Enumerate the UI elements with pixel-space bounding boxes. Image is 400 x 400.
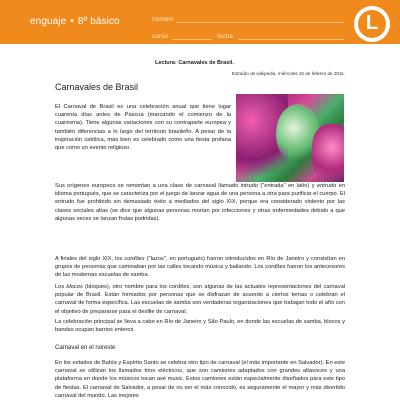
emphasized-term: cordões: [265, 264, 286, 271]
name-field-line[interactable]: [176, 22, 344, 23]
logo-letter: L: [365, 12, 379, 34]
section-subheading: Carnaval en el noreste: [55, 345, 116, 351]
grade-label: 8º básico: [77, 16, 120, 27]
photo-shape-3: [312, 124, 344, 182]
paragraph-1: El Carnaval de Brasil es una celebración anual que tiene lugar cuarenta días antes de Pascua (marcando el comienzo de la cuaresma). Tiene algunas variaciones con su contraparte europea y también diferencias a lo largo del territorio brasileño. A pesar de la inspiración católica, más bien es celebrado como una fiesta profana que como un evento religioso.: [55, 104, 231, 152]
name-field-label: nombre: [152, 16, 175, 23]
course-field-line[interactable]: [172, 39, 212, 40]
emphasized-term: blocos: [66, 284, 83, 290]
text-run: A finales del siglo XIX, los: [55, 256, 125, 262]
date-field-line[interactable]: [238, 39, 344, 40]
text-run: fueron los antecesores de las modernas escuelas de samba.: [55, 264, 346, 279]
text-run: Los: [55, 284, 67, 290]
reading-label: Lectura: Carnavales de Brasil.: [155, 60, 234, 66]
emphasized-term: cordões: [124, 256, 145, 262]
subject-logo: [352, 4, 392, 44]
paragraph-2: [55, 182, 345, 223]
text-run: (bloques), otro nombre para los cordões, son algunas de las actuales representaciones del carnaval popular de Brasil. Están formados por personas que se disfrazan de acuerdo a ciertos temas o celebran el carnaval de forma específica. Las escuelas de samba son verdaderas organizaciones que trabajan todo el año con el objetivo de prepararse para el desfile de carnaval.: [55, 284, 345, 315]
emphasized-term: intrudo: [240, 183, 258, 189]
paragraph-3: [55, 255, 345, 280]
subject-title: [30, 16, 120, 27]
paragraph-6: En los estados de Bahía y Espírito Santo se celebra otro tipo de carnaval (el más importante en Salvador). En este carnaval se utilizan los llamados trios eléctricos, que son camiones adaptados con grandes altavoces y una plataforma en donde los músicos tocan axé music. Estos camiones están especialmente diseñados para este tipo de fiestas. El carnaval de Salvador, a pesar de no ser el más conocido, es seguramente el mayor y más divertido carnaval del mundo. Las mejores: [55, 360, 345, 399]
date-field-label: fecha: [217, 33, 233, 40]
paragraph-5: La celebración principal se lleva a cabo en Río de Janeiro y São Paulo, en donde las escuelas de samba, blocos y bandas ocupan barrios enteros.: [55, 319, 345, 334]
text-run: ("entrada" en latín) y: [258, 183, 317, 189]
paragraph-4: [55, 283, 345, 316]
text-run: Sus orígenes europeos se remontan a una clase de carnaval llamado: [55, 183, 241, 189]
carnival-photo: [236, 94, 344, 182]
text-run: en idioma portugués, que se caracteriza por el juego de lanzar agua de una persona a otra para purificar el cuerpo. El entrudo fue prohibido sin demasiado éxito a mediados del siglo XIX, porque era considerado violento por las clases sociales altas (se dice que algunas personas morían por infecciones y otras enfermedades debido a que algunas veces se lanzan frutas podridas).: [55, 183, 345, 222]
header-separator: •: [70, 16, 74, 27]
emphasized-term: entrudo: [316, 183, 337, 189]
source-citation: Extraído de wikipedia, miércoles 16 de febrero de 2011.: [231, 71, 345, 76]
text-run: ("lazos", en portugués) fueron introducidos en Río de Janeiro y consistían en grupos de personas que caminaban por las calles tocando música y bailando. Los: [55, 256, 345, 271]
subject-label: enguaje: [30, 16, 67, 27]
course-field-label: curso: [152, 33, 168, 40]
worksheet-header: [0, 0, 400, 44]
article-title: Carnavales de Brasil: [55, 82, 139, 92]
